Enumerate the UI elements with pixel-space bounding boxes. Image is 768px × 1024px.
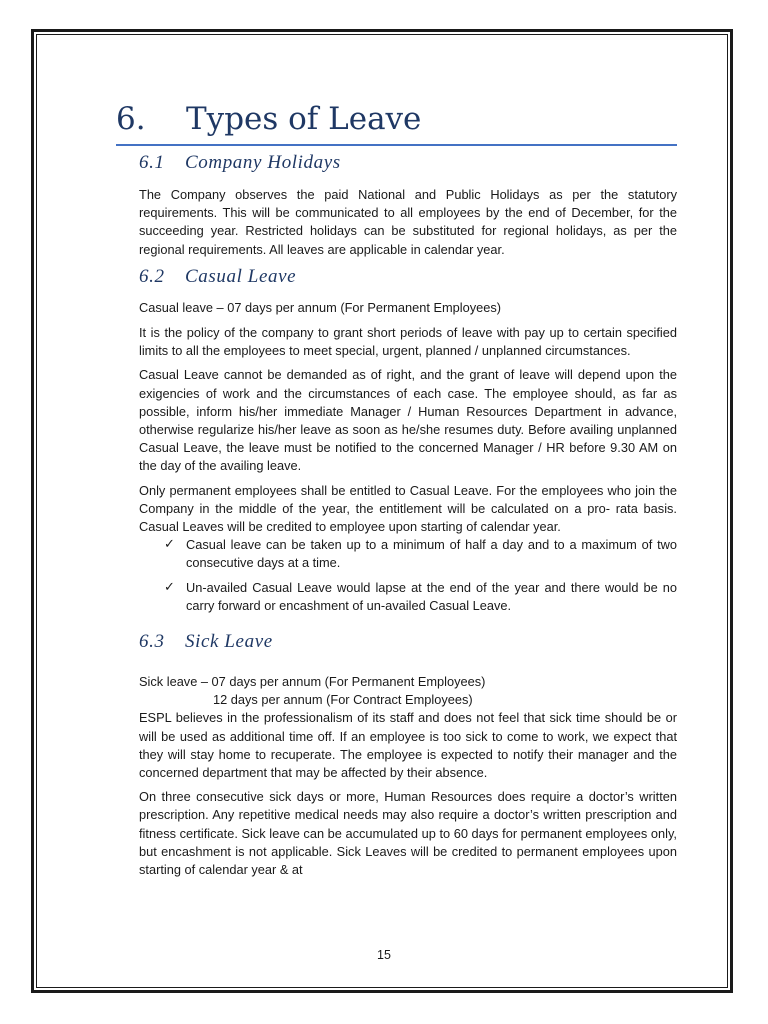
casual-leave-paragraph-3: Only permanent employees shall be entitled to Casual Leave. For the employees who join the Company in the middle of the year, the entitlement will be calculated on a pro- rata basis. Casual Leaves will be credited to employee upon starting of calendar year.: [139, 482, 677, 535]
sick-leave-paragraph-1: ESPL believes in the professionalism of its staff and does not feel that sick time should be or will be used as additional time off. If an employee is too sick to come to work, we expect that they will stay home to recuperate. The employee is expected to notify their manager and the concerned department that may be affected by their absence.: [139, 710, 677, 781]
company-holidays-paragraph: The Company observes the paid National and Public Holidays as per the statutory requirements. This will be communicated to all employees by the end of December, for the succeeding year. Restricted holidays can be substituted for regional holidays, as per the regional requirements. All leaves are applicable in calendar year.: [139, 187, 677, 257]
checkmark-icon: ✓: [164, 537, 175, 553]
company-holidays-number: 6.1: [139, 152, 165, 173]
list-item: [162, 536, 677, 572]
sick-leave-entitlement-permanent: Sick leave – 07 days per annum (For Permanent Employees): [139, 674, 486, 690]
document-content: [116, 96, 677, 879]
casual-leave-paragraph-1: It is the policy of the company to grant short periods of leave with pay up to certain specified limits to all the employees to meet special, urgent, planned / unplanned circumstances.: [139, 325, 677, 359]
casual-leave-number: 6.2: [139, 265, 165, 287]
casual-leave-entitlement: Casual leave – 07 days per annum (For Permanent Employees): [139, 299, 502, 315]
list-item: [162, 579, 677, 615]
bullet-text: Un-availed Casual Leave would lapse at the end of the year and there would be no carry forward or encashment of un-availed Casual Leave.: [186, 579, 677, 613]
casual-leave-title: Casual Leave: [185, 265, 297, 287]
section-title: Types of Leave: [186, 101, 422, 137]
casual-leave-paragraph-2: Casual Leave cannot be demanded as of right, and the grant of leave will depend upon the exigencies of work and the circumstances of each case. The employee should, as far as possible, inform his/her immediate Manager / Human Resources Department in advance, otherwise regularize his/her leave as soon as he/she resumes duty. Before availing unplanned Casual Leave, the leave must be notified to the concerned Manager / HR before 9.30 AM on the day of the availing leave.: [139, 367, 677, 474]
bullet-text: Casual leave can be taken up to a minimum of half a day and to a maximum of two consecutive days at a time.: [186, 537, 677, 571]
sick-leave-number: 6.3: [139, 631, 165, 653]
company-holidays-heading: [116, 150, 677, 176]
section-number: 6.: [116, 101, 146, 137]
casual-leave-heading: [116, 264, 677, 290]
sick-leave-title: Sick Leave: [185, 631, 273, 653]
company-holidays-title: Company Holidays: [185, 152, 341, 173]
section-heading: [116, 96, 677, 146]
casual-leave-bullet-list: [116, 536, 677, 615]
page-number: 15: [377, 948, 391, 962]
sick-leave-heading: [116, 629, 677, 655]
sick-leave-paragraph-2: On three consecutive sick days or more, Human Resources does require a doctor’s written prescription. Any repetitive medical needs may also require a doctor’s written prescription and fitness certificate. Sick leave can be accumulated up to 60 days for permanent employees only, but encashment is not applicable. Sick Leaves will be credited to permanent employees upon starting of calendar year & at: [139, 789, 677, 878]
checkmark-icon: ✓: [164, 579, 175, 595]
sick-leave-entitlement-contract: 12 days per annum (For Contract Employees): [213, 692, 473, 708]
